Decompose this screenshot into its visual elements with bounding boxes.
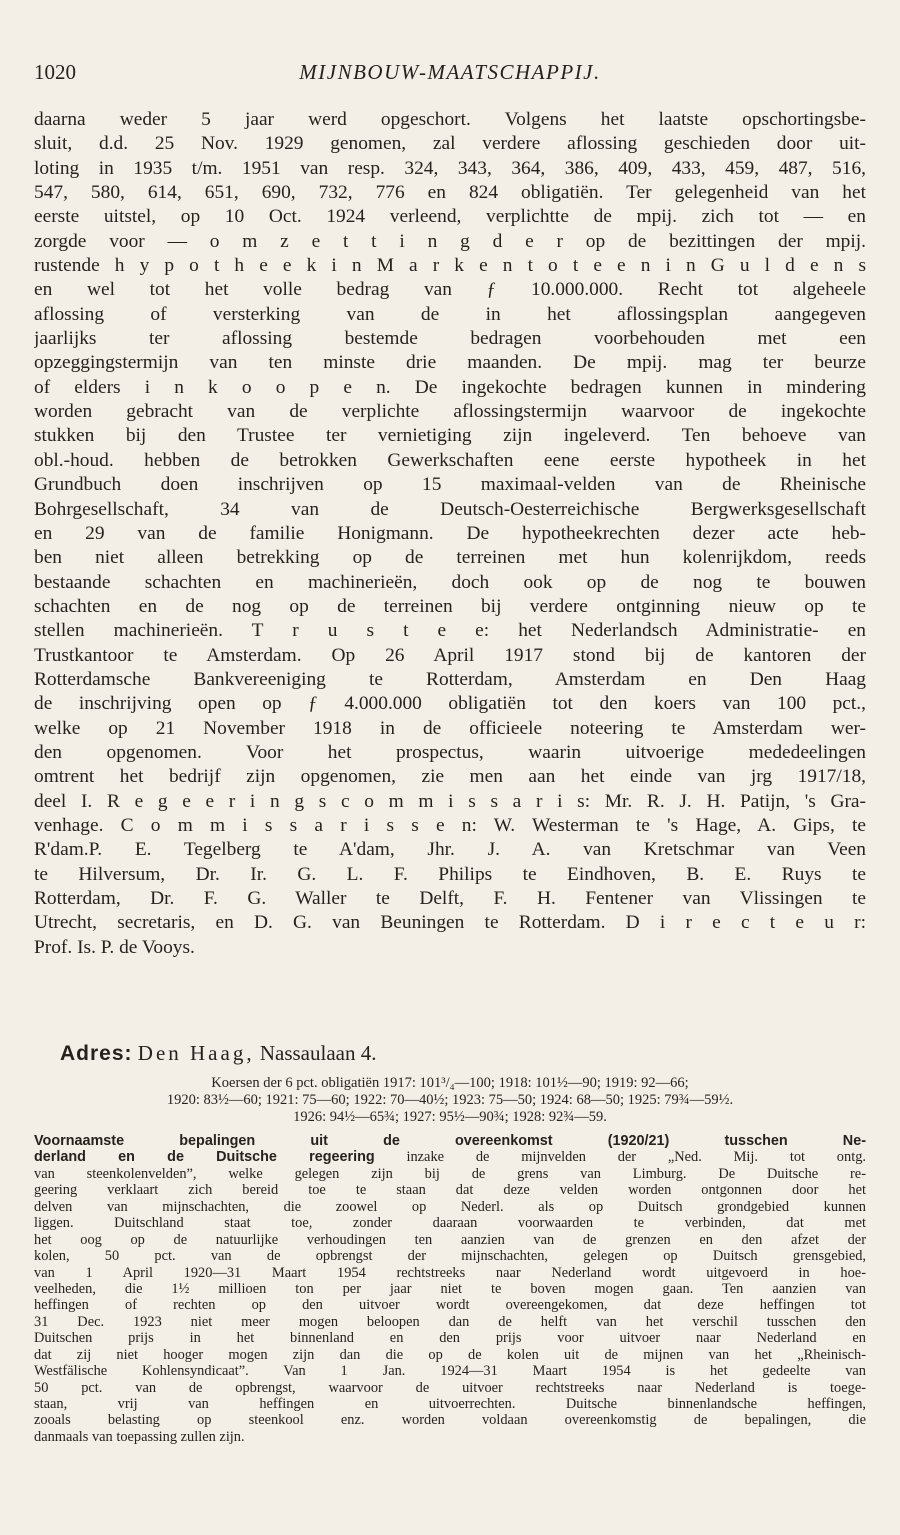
convention-line: danmaals van toepassing zullen zijn.	[34, 1428, 245, 1445]
body-line: sluit, d.d. 25 Nov. 1929 genomen, zal verdere aflossing geschieden door uit-	[34, 133, 866, 155]
convention-line: staan, vrij van heffingen en uitvoerrechten. Duitsche binnenlandsche heffingen,	[34, 1396, 866, 1412]
body-line: obl.-houd. hebben de betrokken Gewerkschaften eene eerste hypotheek in het	[34, 449, 866, 471]
body-line: Grundbuch doen inschrijven op 15 maximaal-velden van de Rheinische	[34, 474, 866, 496]
body-line: Trustkantoor te Amsterdam. Op 26 April 1917 stond bij de kantoren der	[34, 644, 866, 666]
body-line: de inschrijving open op ƒ 4.000.000 obligatiën tot den koers van 100 pct.,	[34, 693, 866, 715]
page-header	[34, 60, 866, 90]
rates-line: Koersen der 6 pct. obligatiën 1917: 101³/₄—100; 1918: 101½—90; 1919: 92—66;	[211, 1075, 689, 1091]
convention-line: heffingen of rechten op den uitvoer wordt overeengekomen, dat deze heffingen tot	[34, 1297, 866, 1314]
body-line: den opgenomen. Voor het prospectus, waarin uitvoerige mededeelingen	[34, 741, 866, 763]
company-description	[34, 108, 866, 960]
bond-price-list	[34, 1075, 866, 1126]
body-line: aflossing of versterking van de in het aflossingsplan aangegeven	[34, 303, 866, 325]
body-line: loting in 1935 t/m. 1951 van resp. 324, 343, 364, 386, 409, 433, 459, 487, 516,	[34, 157, 866, 179]
body-line: en wel tot het volle bedrag van ƒ 10.000.000. Recht tot algeheele	[34, 279, 866, 301]
address-street: Nassaulaan 4.	[259, 1041, 377, 1065]
body-line: jaarlijks ter aflossing bestemde bedragen voorbehouden met een	[34, 328, 866, 350]
body-line: en 29 van de familie Honigmann. De hypotheekrechten dezer acte heb-	[34, 522, 866, 544]
rates-line: 1920: 83½—60; 1921: 75—60; 1922: 70—40½; 1923: 75—50; 1924: 68—50; 1925: 79¾—59½.	[166, 1092, 734, 1108]
body-line: welke op 21 November 1918 in de officieele noteering te Amsterdam wer-	[34, 717, 866, 739]
body-line: Rotterdamsche Bankvereeniging te Rotterdam, Amsterdam en Den Haag	[34, 668, 866, 690]
body-line: 547, 580, 614, 651, 690, 732, 776 en 824 obligatiën. Ter gelegenheid van het	[34, 182, 866, 204]
body-line: stukken bij den Trustee ter vernietiging zijn ingeleverd. Ten behoeve van	[34, 425, 866, 447]
body-line: R'dam.P. E. Tegelberg te A'dam, Jhr. J. A. van Kretschmar van Veen	[34, 839, 866, 861]
convention-line: 50 pct. van de opbrengst, waarvoor de uitvoer rechtstreeks naar Nederland is toege-	[34, 1379, 866, 1396]
convention-text: inzake de mijnvelden der „Ned. Mij. tot ontg.	[374, 1149, 866, 1166]
convention-heading-cont: derland en de Duitsche regeering	[34, 1149, 375, 1166]
body-line: deel I. R e g e e r i n g s c o m m i s s a r i s: Mr. R. J. H. Patijn, 's Gra-	[34, 790, 866, 812]
convention-line: geering verklaart zich bereid toe te staan dat deze velden worden ontgonnen door het	[34, 1182, 866, 1199]
body-line: schachten en de nog op de terreinen bij verdere ontginning nieuw op te	[34, 595, 866, 617]
body-line: stellen machinerieën. T r u s t e e: het Nederlandsch Administratie- en	[34, 620, 866, 642]
body-line: opzeggingstermijn van ten minste drie maanden. De mpij. mag ter beurze	[34, 352, 866, 374]
body-line: ben niet alleen betrekking op de terreinen met hun kolenrijkdom, reeds	[34, 547, 866, 569]
convention-line	[34, 1133, 866, 1149]
body-line: rustende h y p o t h e e k i n M a r k e n t o t e e n i n G u l d e n s	[34, 255, 866, 277]
body-line: omtrent het bedrijf zijn opgenomen, zie men aan het einde van jrg 1917/18,	[34, 766, 866, 788]
body-line: Rotterdam, Dr. F. G. Waller te Delft, F. H. Fentener van Vlissingen te	[34, 888, 866, 909]
page-number: 1020	[34, 60, 76, 84]
convention-line: het oog op de natuurlijke verhoudingen ten aanzien van de grenzen en den afzet der	[34, 1231, 866, 1248]
convention-line: van 1 April 1920—31 Maart 1954 rechtstreeks naar Nederland wordt uitgevoerd in hoe-	[34, 1264, 866, 1281]
convention-heading: Voornaamste bepalingen uit de overeenkomst (1920/21) tusschen Ne-	[34, 1133, 866, 1149]
running-head: MIJNBOUW-MAATSCHAPPIJ.	[299, 60, 601, 84]
address-line	[60, 1041, 376, 1066]
body-line: of elders i n k o o p e n. De ingekochte bedragen kunnen in mindering	[34, 376, 866, 398]
convention-line: zooals belasting op steenkool enz. worden voldaan overeenkomstig de bepalingen, die	[34, 1412, 866, 1429]
convention-lines	[34, 1166, 866, 1445]
body-line: daarna weder 5 jaar werd opgeschort. Volgens het laatste opschortingsbe-	[34, 109, 866, 130]
body-line: Bohrgesellschaft, 34 van de Deutsch-Oesterreichische Bergwerksgesellschaft	[34, 498, 866, 520]
convention-line: Westfälische Kohlensyndicaat”. Van 1 Jan. 1924—31 Maart 1954 is het gedeelte van	[34, 1363, 866, 1380]
body-line: zorgde voor — o m z e t t i n g d e r op de bezittingen der mpij.	[34, 230, 866, 252]
convention-line: 31 Dec. 1923 niet meer mogen beloopen dan de helft van het verschil tusschen den	[34, 1313, 866, 1330]
convention-line: liggen. Duitschland staat toe, zonder daaraan voorwaarden te verbinden, dat met	[34, 1215, 866, 1232]
address-label: Adres:	[60, 1042, 133, 1065]
convention-paragraph	[34, 1133, 866, 1445]
convention-line: van steenkolenvelden”, welke gelegen zijn bij de grens van Limburg. De Duitsche re-	[34, 1165, 866, 1182]
body-line: bestaande schachten en machinerieën, doch ook op de nog te bouwen	[34, 571, 866, 593]
convention-line: kolen, 50 pct. van de opbrengst der mijnschachten, gelegen op Duitsch grensgebied,	[34, 1248, 866, 1265]
convention-line	[34, 1149, 866, 1165]
convention-line: Duitschen prijs in het binnenland en den prijs voor uitvoer naar Nederland en	[34, 1330, 866, 1347]
body-line: venhage. C o m m i s s a r i s s e n: W. Westerman te 's Hage, A. Gips, te	[34, 814, 866, 836]
rates-line: 1926: 94½—65¾; 1927: 95½—90¾; 1928: 92¾—59.	[293, 1109, 607, 1125]
body-line: worden gebracht van de verplichte aflossingstermijn waarvoor de ingekochte	[34, 401, 866, 423]
body-line: Utrecht, secretaris, en D. G. van Beuningen te Rotterdam. D i r e c t e u r:	[34, 912, 866, 934]
convention-line: delven van mijnschachten, die zoowel op Nederl. als op Duitsch grondgebied kunnen	[34, 1198, 866, 1215]
convention-line: veelheden, die 1½ millioen ton per jaar niet te boven mogen gaan. Ten aanzien van	[34, 1280, 866, 1297]
address-place: Den Haag,	[137, 1041, 255, 1065]
convention-line: dat zij niet hooger mogen zijn dan die op de kolen uit de mijnen van het „Rheinisch-	[34, 1346, 866, 1363]
body-line: te Hilversum, Dr. Ir. G. L. F. Philips te Eindhoven, B. E. Ruys te	[34, 863, 866, 885]
body-line: eerste uitstel, op 10 Oct. 1924 verleend, verplichtte de mpij. zich tot — en	[34, 206, 866, 228]
body-line: Prof. Is. P. de Vooys.	[34, 936, 195, 958]
